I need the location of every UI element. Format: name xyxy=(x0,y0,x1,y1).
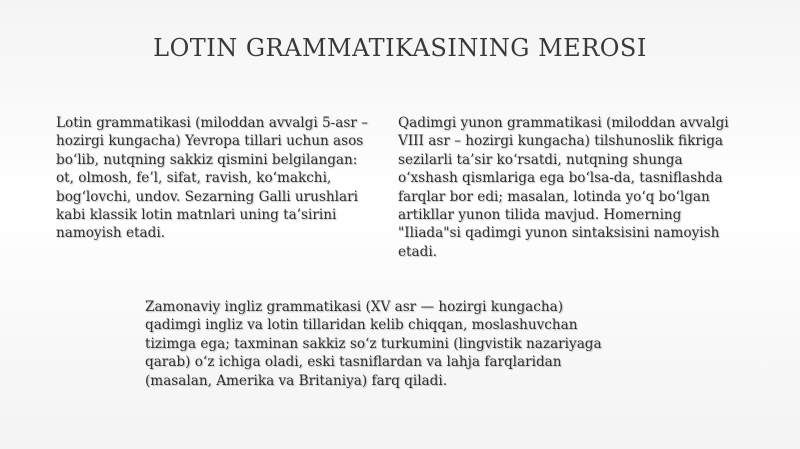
paragraph-english-grammar: Zamonaviy ingliz grammatikasi (XV asr — hozirgi kungacha) qadimgi ingliz va lotin tillaridan kelib chiqqan, moslashuvchan tizimga ega; taxminan sakkiz so‘z turkumini (lingvistik nazariyaga qarab) o‘z ichiga oladi, eski tasniflardan va lahja farqlaridan (masalan, Amerika va Britaniya) farq qiladi. xyxy=(145,299,602,389)
slide-title: LOTIN GRAMMATIKASINING MEROSI xyxy=(153,34,647,62)
paragraph-latin-grammar: Lotin grammatikasi (miloddan avvalgi 5-asr – hozirgi kungacha) Yevropa tillari uchun asos bo‘lib, nutqning sakkiz qismini belgilangan: ot, olmosh, fe’l, sifat, ravish, ko‘makchi, bog‘lovchi, undov. Sezarning Galli urushlari kabi klassik lotin matnlari uning ta’sirini namoyish etadi. xyxy=(56,115,368,242)
paragraph-greek-grammar: Qadimgi yunon grammatikasi (miloddan avvalgi VIII asr – hozirgi kungacha) tilshunoslik fikriga sezilarli ta’sir ko‘rsatdi, nutqning shunga o‘xshash qismlariga ega bo‘lsa-da, tasniflashda farqlar bor edi; masalan, lotinda yo‘q bo‘lgan artikllar yunon tilida mavjud. Homerning "Iliada"si qadimgi yunon sintaksisini namoyish etadi. xyxy=(398,115,729,260)
